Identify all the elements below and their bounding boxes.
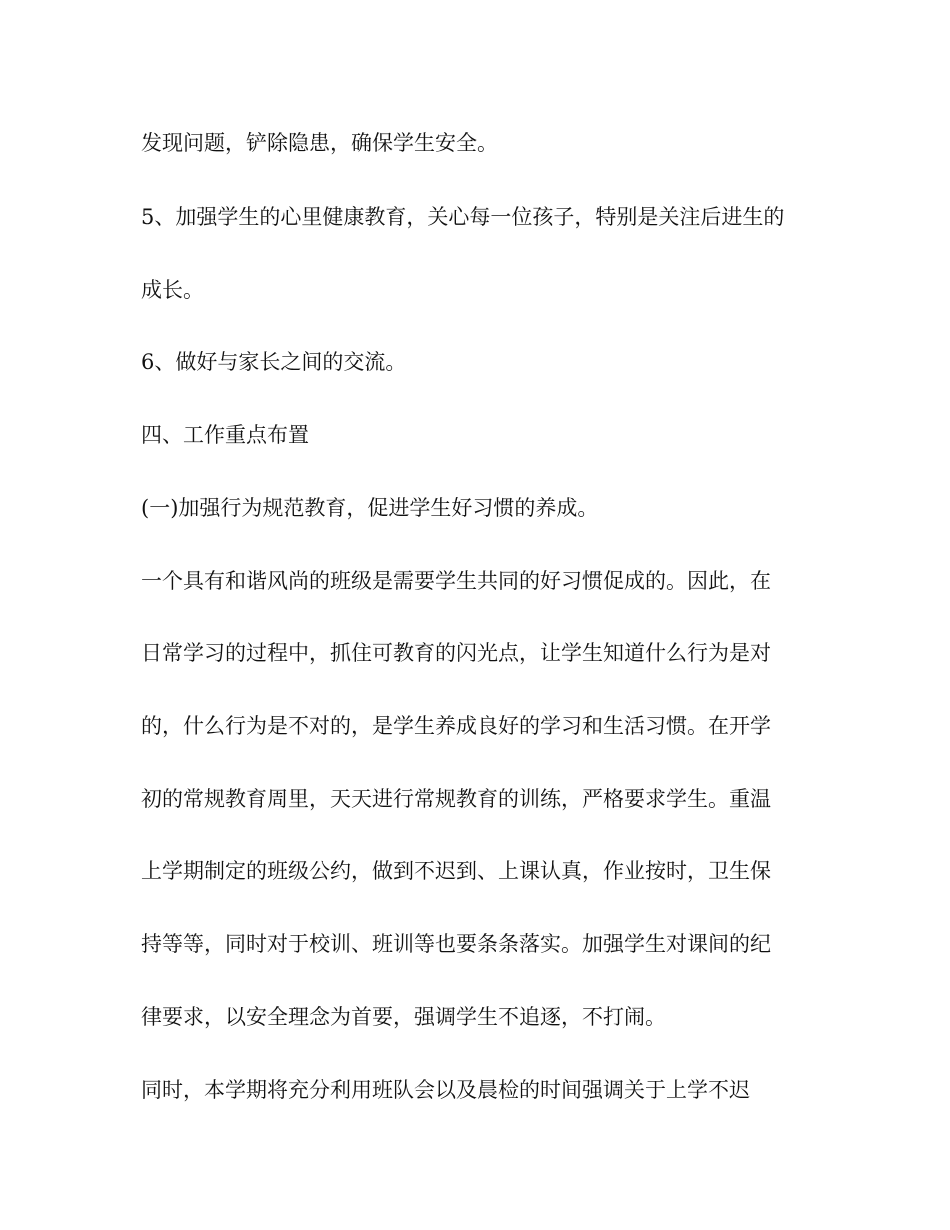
text-line: 日常学习的过程中，抓住可教育的闪光点，让学生知道什么行为是对: [141, 641, 771, 665]
section-heading: 四、工作重点布置: [141, 423, 309, 447]
text-line: 上学期制定的班级公约，做到不迟到、上课认真，作业按时，卫生保: [141, 859, 771, 883]
text-line: 6、做好与家长之间的交流。: [141, 350, 407, 374]
text-line: 5、加强学生的心里健康教育，关心每一位孩子，特别是关注后进生的: [141, 205, 785, 229]
subsection-heading: (一)加强行为规范教育，促进学生好习惯的养成。: [141, 496, 599, 520]
text-line: 持等等，同时对于校训、班训等也要条条落实。加强学生对课间的纪: [141, 932, 771, 956]
text-line: 同时，本学期将充分利用班队会以及晨检的时间强调关于上学不迟: [141, 1078, 750, 1102]
text-line: 发现问题，铲除隐患，确保学生安全。: [141, 131, 498, 155]
text-line: 的，什么行为是不对的，是学生养成良好的学习和生活习惯。在开学: [141, 714, 771, 738]
text-line: 一个具有和谐风尚的班级是需要学生共同的好习惯促成的。因此，在: [141, 569, 771, 593]
text-line: 律要求，以安全理念为首要，强调学生不追逐，不打闹。: [141, 1005, 666, 1029]
text-line: 成长。: [141, 278, 204, 302]
text-line: 初的常规教育周里，天天进行常规教育的训练，严格要求学生。重温: [141, 787, 771, 811]
